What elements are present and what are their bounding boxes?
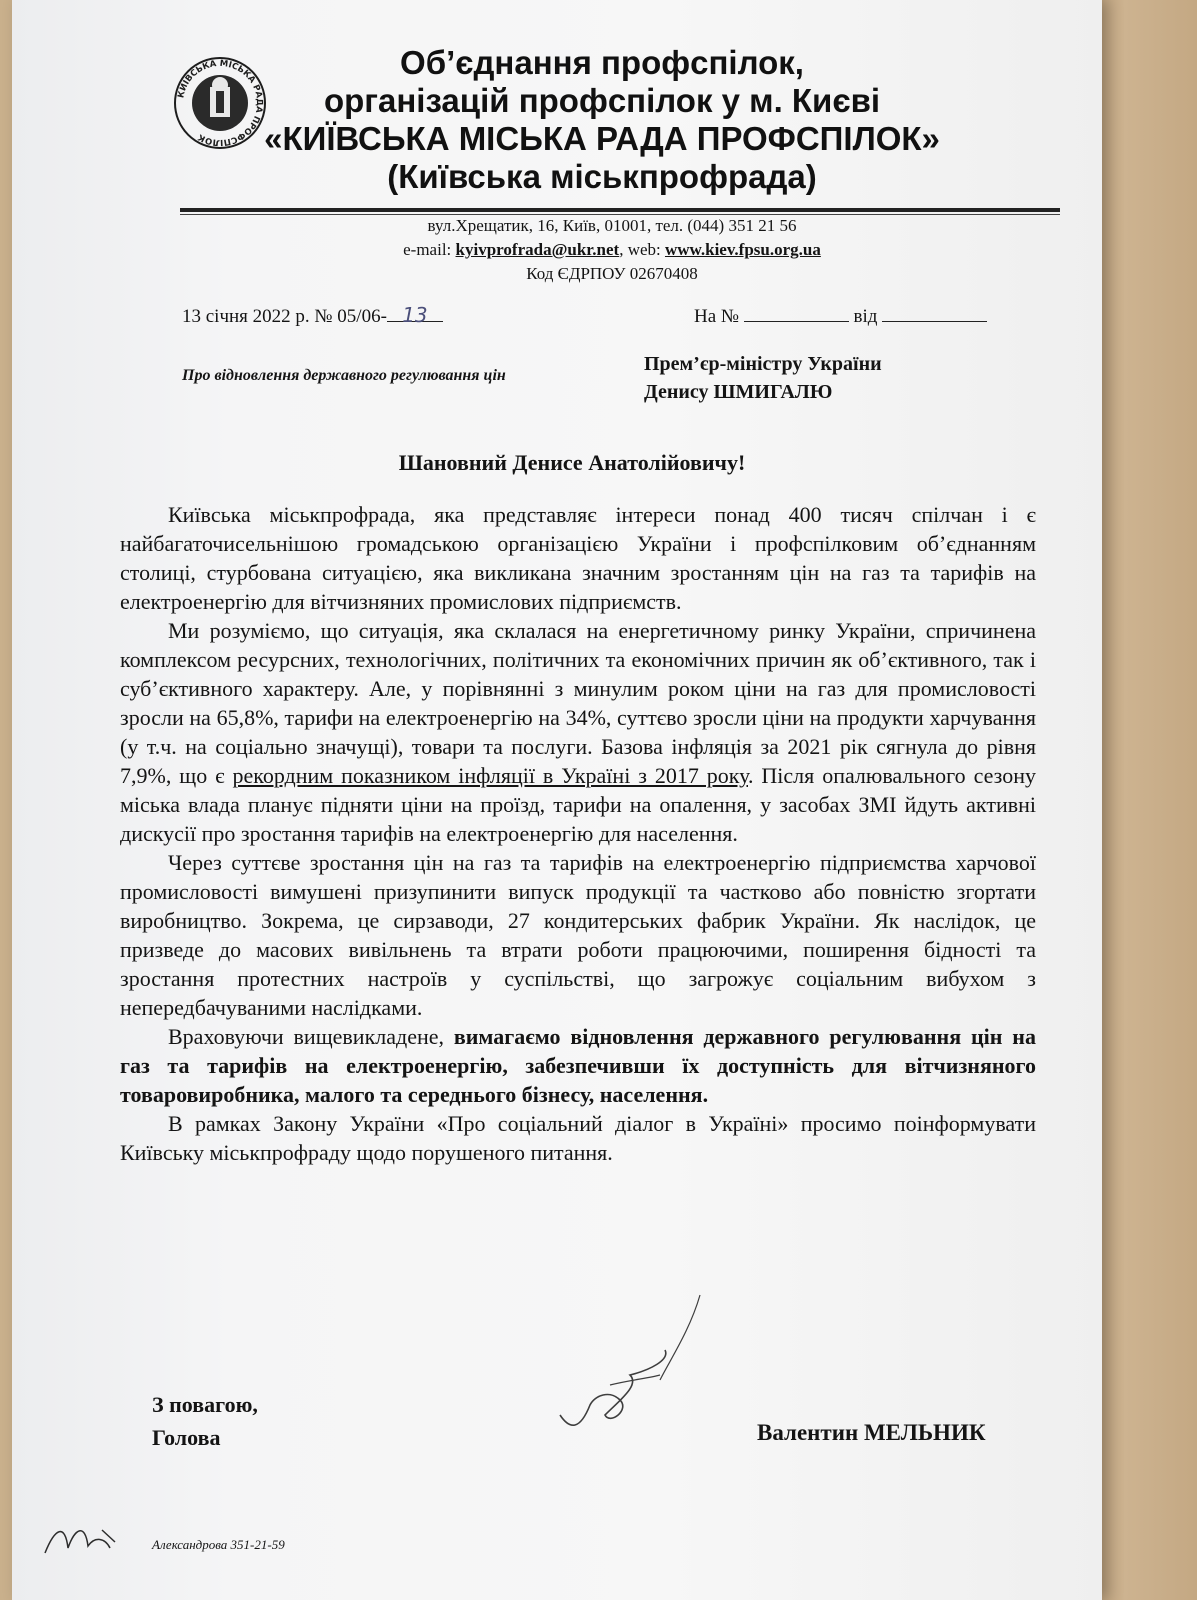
closing-regards: З повагою,	[152, 1392, 258, 1417]
salutation: Шановний Денисе Анатолійовичу!	[398, 450, 746, 475]
date-and-number: 13 січня 2022 р. № 05/06-	[182, 306, 387, 327]
p4-bold-demand: вимагаємо відновлення державного регулювання цін на газ та тарифів на електроенергію, забезпечивши їх доступність для вітчизняного товаровиробника, малого та середнього бізнесу, населення.	[120, 1024, 1036, 1107]
email-label: e-mail:	[403, 240, 452, 259]
svg-text:КИЇВСЬКА МІСЬКА РАДА ПРОФСПІЛО: КИЇВСЬКА МІСЬКА РАДА ПРОФСПІЛОК	[176, 58, 265, 148]
closing-position: Голова	[152, 1425, 221, 1450]
handwritten-signature	[550, 1290, 740, 1450]
executor-initials	[40, 1518, 130, 1558]
incoming-reference	[694, 303, 987, 328]
handwritten-number: 13	[402, 303, 428, 327]
body-paragraph-5: В рамках Закону України «Про соціальний діалог в Україні» просимо поінформувати Київську міськпрофраду щодо порушеного питання.	[120, 1111, 1036, 1165]
letter-page	[12, 0, 1102, 1600]
org-title-line-3: «КИЇВСЬКА МІСЬКА РАДА ПРОФСПІЛОК»	[264, 120, 940, 157]
contact-edrpou: Код ЄДРПОУ 02670408	[526, 264, 698, 283]
contact-address: вул.Хрещатик, 16, Київ, 01001, тел. (044) 351 21 56	[427, 216, 797, 235]
addressee-block	[644, 350, 882, 406]
p4-text-a: Враховуючи вищевикладене,	[168, 1024, 454, 1049]
ref-date-blank	[882, 303, 987, 322]
email-link[interactable]: kyivprofrada@ukr.net	[455, 240, 620, 259]
addressee-title: Прем’єр-міністру України	[644, 353, 882, 375]
web-link[interactable]: www.kiev.fpsu.org.ua	[664, 240, 821, 259]
ref-number-blank	[744, 303, 849, 322]
ref-label: На №	[694, 306, 740, 327]
header-rule-thick	[180, 208, 1060, 212]
org-title-line-2: організацій профспілок у м. Києві	[323, 82, 881, 119]
body-paragraph-1: Київська міськпрофрада, яка представляє інтереси понад 400 тисяч спілчан і є найбагаточисельнішою громадською організацією України і профспілковим об’єднанням столиці, стурбована ситуацією, яка викликана значним зростанням цін на газ та тарифів на електроенергію для вітчизняних промислових підприємств.	[120, 502, 1036, 614]
body-paragraph-4	[120, 1022, 1036, 1109]
handwritten-number-field	[387, 303, 443, 327]
outgoing-date-number	[182, 303, 443, 328]
body-paragraph-2	[120, 616, 1036, 848]
org-title-line-1: Об’єднання профспілок,	[400, 44, 804, 81]
p2-text-b: . Після опалювального сезону міська влада планує підняти ціни на проїзд, тарифи на опалення, у засобах ЗМІ йдуть активні дискусії про зростання тарифів на електроенергію для населення.	[120, 763, 1036, 846]
contact-email-web	[302, 238, 922, 262]
closing-block	[152, 1388, 258, 1454]
signer-name: Валентин МЕЛЬНИК	[757, 1420, 986, 1445]
web-label: , web:	[619, 240, 661, 259]
from-label: від	[853, 306, 878, 327]
letter-body	[120, 500, 1036, 1167]
executor-contact: Александрова 351-21-59	[152, 1537, 285, 1552]
body-paragraph-3: Через суттєве зростання цін на газ та тарифів на електроенергію підприємства харчової промисловості вимушені призупинити випуск продукції та частково або повністю згортати виробництво. Зокрема, це сирзаводи, 27 кондитерських фабрик України. Як наслідок, це призведе до масових вивільнень та втрати роботи працюючими, поширення бідності та зростання протестних настроїв у суспільстві, що загрожує соціальним вибухом з непередбачуваними наслідками.	[120, 850, 1036, 1020]
p2-underlined-text: рекордним показником інфляції в Україні з 2017 року	[232, 763, 748, 788]
org-title-line-4: (Київська міськпрофрада)	[387, 158, 817, 195]
p2-text-a: Ми розуміємо, що ситуація, яка склалася на енергетичному ринку України, спричинена комплексом ресурсних, технологічних, політичних та економічних причин як об’єктивного, так і суб’єктивного характеру. Але, у порівнянні з минулим роком ціни на газ для промисловості зросли на 65,8%, тарифи на електроенергію на 34%, суттєво зросли ціни на продукти харчування (у т.ч. на соціально значущі), товари та послуги. Базова інфляція за 2021 рік сягнула до рівня 7,9%, що є	[120, 618, 1036, 788]
letter-subject: Про відновлення державного регулювання цін	[182, 367, 506, 384]
addressee-name: Денису ШМИГАЛЮ	[644, 381, 833, 403]
